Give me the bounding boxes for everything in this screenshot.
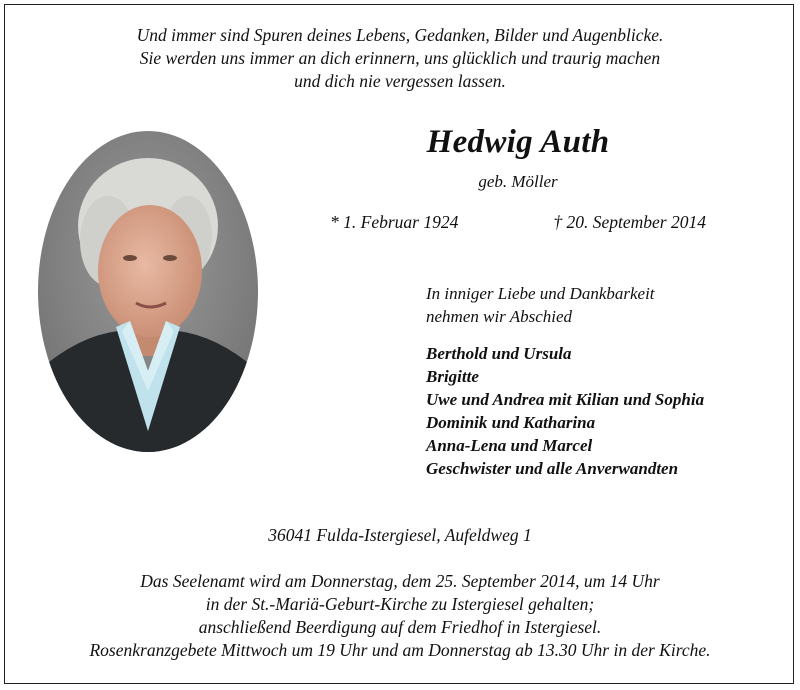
- mourner-entry: Berthold und Ursula: [426, 344, 572, 363]
- quote-line: Und immer sind Spuren deines Lebens, Gedanken, Bilder und Augenblicke.: [136, 25, 664, 45]
- mourner-entry: Anna-Lena und Marcel: [426, 436, 593, 455]
- mourner-entry: Uwe und Andrea mit Kilian und Sophia: [426, 390, 705, 409]
- service-line: in der St.-Mariä-Geburt-Kirche zu Istergiesel gehalten;: [205, 594, 595, 614]
- family-address: 36041 Fulda-Istergiesel, Aufeldweg 1: [268, 525, 532, 545]
- service-line: Das Seelenamt wird am Donnerstag, dem 25. September 2014, um 14 Uhr: [140, 571, 660, 591]
- farewell-line: In inniger Liebe und Dankbarkeit: [426, 284, 655, 303]
- birth-date: * 1. Februar 1924: [330, 212, 459, 232]
- portrait-photo: [38, 131, 258, 452]
- death-date: † 20. September 2014: [553, 212, 706, 232]
- quote-line: und dich nie vergessen lassen.: [294, 71, 506, 91]
- farewell-text: [426, 282, 655, 328]
- memorial-quote: [0, 24, 800, 93]
- mourner-entry: Geschwister und alle Anverwandten: [426, 459, 679, 478]
- service-line: Rosenkranzgebete Mittwoch um 19 Uhr und am Donnerstag ab 13.30 Uhr in der Kirche.: [89, 640, 711, 660]
- service-line: anschließend Beerdigung auf dem Friedhof in Istergiesel.: [198, 617, 602, 637]
- deceased-name: Hedwig Auth: [426, 124, 610, 160]
- service-details: [0, 570, 800, 662]
- farewell-line: nehmen wir Abschied: [426, 307, 573, 326]
- quote-line: Sie werden uns immer an dich erinnern, uns glücklich und traurig machen: [139, 48, 661, 68]
- mourner-entry: Brigitte: [426, 367, 479, 386]
- mourner-entry: Dominik und Katharina: [426, 413, 596, 432]
- mourners-list: [426, 342, 704, 480]
- birth-name: geb. Möller: [478, 172, 558, 191]
